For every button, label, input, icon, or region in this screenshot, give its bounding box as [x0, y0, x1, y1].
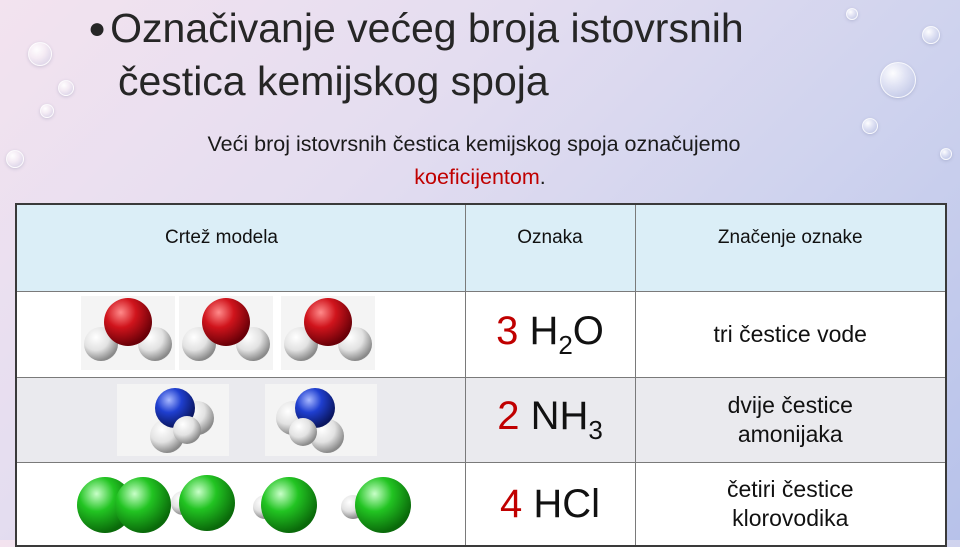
ammonia-molecule-icon [117, 384, 229, 456]
title-line-1: Označivanje većeg broja istovrsnih [110, 5, 744, 51]
water-molecule-icon [179, 296, 273, 370]
subtitle-keyword: koeficijentom [414, 165, 540, 189]
meaning-cell [635, 378, 946, 463]
header-model: Crtež modela [16, 204, 465, 292]
decorative-bubble [58, 80, 74, 96]
molecules-table [15, 203, 947, 547]
meaning-line-1: četiri čestice [726, 476, 854, 502]
water-molecule-icon [281, 296, 375, 370]
formula-cell [465, 292, 635, 378]
formula-subscript: 2 [558, 329, 573, 360]
formula-cell [465, 378, 635, 463]
formula-part: O [572, 308, 604, 353]
ammonia-molecules-drawing [17, 378, 467, 462]
meaning-line-2: amonijaka [737, 421, 843, 447]
formula-part: NH [530, 394, 589, 438]
coefficient: 4 [499, 481, 523, 526]
table-row [16, 463, 946, 547]
meaning-line-1: tri čestice vode [713, 321, 867, 347]
title-bullet: ● [88, 12, 107, 45]
model-cell [16, 463, 465, 547]
subtitle-end: . [539, 165, 546, 189]
coefficient: 3 [496, 308, 519, 353]
header-notation: Oznaka [465, 204, 635, 292]
meaning-cell [635, 463, 946, 547]
table-row [16, 292, 946, 378]
decorative-bubble [40, 104, 54, 118]
hcl-molecules-drawing [17, 463, 467, 545]
page-title [88, 2, 948, 107]
formula-cell [465, 463, 635, 547]
coefficient: 2 [497, 394, 520, 438]
decorative-bubble [28, 42, 52, 66]
meaning-line-2: klorovodika [732, 505, 849, 531]
water-molecule-icon [81, 296, 175, 370]
formula-subscript: 3 [588, 415, 603, 445]
water-molecules-drawing [17, 292, 467, 377]
table-row [16, 378, 946, 463]
meaning-cell [635, 292, 946, 378]
model-cell [16, 292, 465, 378]
formula-part: HCl [533, 481, 601, 526]
title-line-2: čestica kemijskog spoja [118, 58, 549, 104]
header-meaning: Značenje oznake [635, 204, 946, 292]
formula-part: H [529, 308, 559, 353]
hcl-molecule-icon [77, 477, 171, 533]
table-header-row [16, 204, 946, 292]
meaning-line-1: dvije čestice [727, 392, 853, 418]
ammonia-molecule-icon [265, 384, 377, 456]
subtitle [0, 128, 960, 194]
subtitle-line-1: Veći broj istovrsnih čestica kemijskog spoja označujemo [207, 132, 741, 156]
model-cell [16, 378, 465, 463]
